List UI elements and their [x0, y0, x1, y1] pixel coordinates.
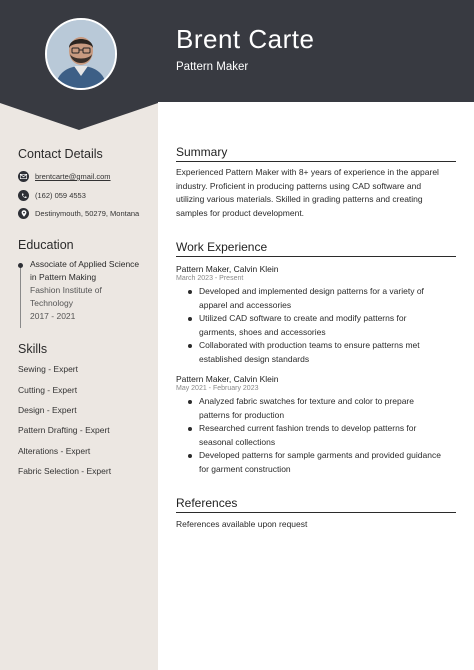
contact-location: Destinymouth, 50279, Montana [35, 209, 140, 218]
job-title: Pattern Maker, Calvin Klein [176, 264, 279, 274]
summary-line: utilizing various materials. Skilled in grading patterns and creating [176, 194, 423, 204]
skill-item: Cutting - Expert [18, 385, 78, 395]
education-degree-line1: Associate of Applied Science [30, 259, 140, 269]
job-bullet: Analyzed fabric swatches for texture and color to prepare patterns for production [188, 395, 448, 422]
contact-location-row [18, 208, 139, 219]
skill-item: Sewing - Expert [18, 364, 78, 374]
contact-email-row [18, 171, 111, 182]
avatar [45, 18, 117, 90]
skill-item: Pattern Drafting - Expert [18, 425, 110, 435]
contact-title: Contact Details [18, 147, 103, 161]
education-school-line2: Technology [30, 298, 74, 308]
education-school-line1: Fashion Institute of [30, 285, 102, 295]
contact-phone: (162) 059 4553 [35, 191, 86, 200]
job-dates: May 2021 - February 2023 [176, 385, 259, 392]
timeline-dot [18, 263, 23, 268]
candidate-name: Brent Carte [176, 24, 315, 54]
skill-item: Design - Expert [18, 405, 77, 415]
candidate-role: Pattern Maker [176, 61, 249, 73]
job-title: Pattern Maker, Calvin Klein [176, 374, 279, 384]
job-bullets [188, 395, 448, 476]
job-bullet: Developed patterns for sample garments and provided guidance for garment construction [188, 449, 448, 476]
person-photo-icon [47, 20, 115, 88]
references-text: References available upon request [176, 519, 308, 529]
email-icon [18, 171, 29, 182]
contact-phone-row [18, 190, 86, 201]
job-bullet: Collaborated with production teams to ensure patterns met established design standards [188, 339, 448, 366]
summary-title: Summary [176, 145, 456, 162]
phone-icon [18, 190, 29, 201]
references-title: References [176, 496, 456, 513]
job-bullet: Researched current fashion trends to develop patterns for seasonal collections [188, 422, 448, 449]
skill-item: Alterations - Expert [18, 446, 91, 456]
summary-text [176, 166, 456, 220]
job-bullet: Developed and implemented design patterns for a variety of apparel and accessories [188, 285, 448, 312]
experience-title: Work Experience [176, 240, 456, 257]
timeline-line [20, 264, 21, 328]
job-bullet: Utilized CAD software to create and modify patterns for garments, shoes and accessories [188, 312, 448, 339]
education-title: Education [18, 238, 74, 252]
skills-title: Skills [18, 342, 48, 356]
education-years: 2017 - 2021 [30, 311, 76, 321]
skill-item: Fabric Selection - Expert [18, 466, 112, 476]
job-bullets [188, 285, 448, 366]
summary-line: Experienced Pattern Maker with 8+ years of experience in the apparel [176, 167, 439, 177]
summary-line: industry. Proficient in producing patterns using CAD software and [176, 180, 422, 191]
contact-email[interactable]: brentcarte@gmail.com [35, 172, 111, 181]
summary-line: samples for product development. [176, 207, 305, 218]
header-chevron [0, 101, 158, 131]
education-degree-line2: in Pattern Making [30, 272, 97, 282]
job-dates: March 2023 - Present [176, 275, 244, 282]
location-pin-icon [18, 208, 29, 219]
